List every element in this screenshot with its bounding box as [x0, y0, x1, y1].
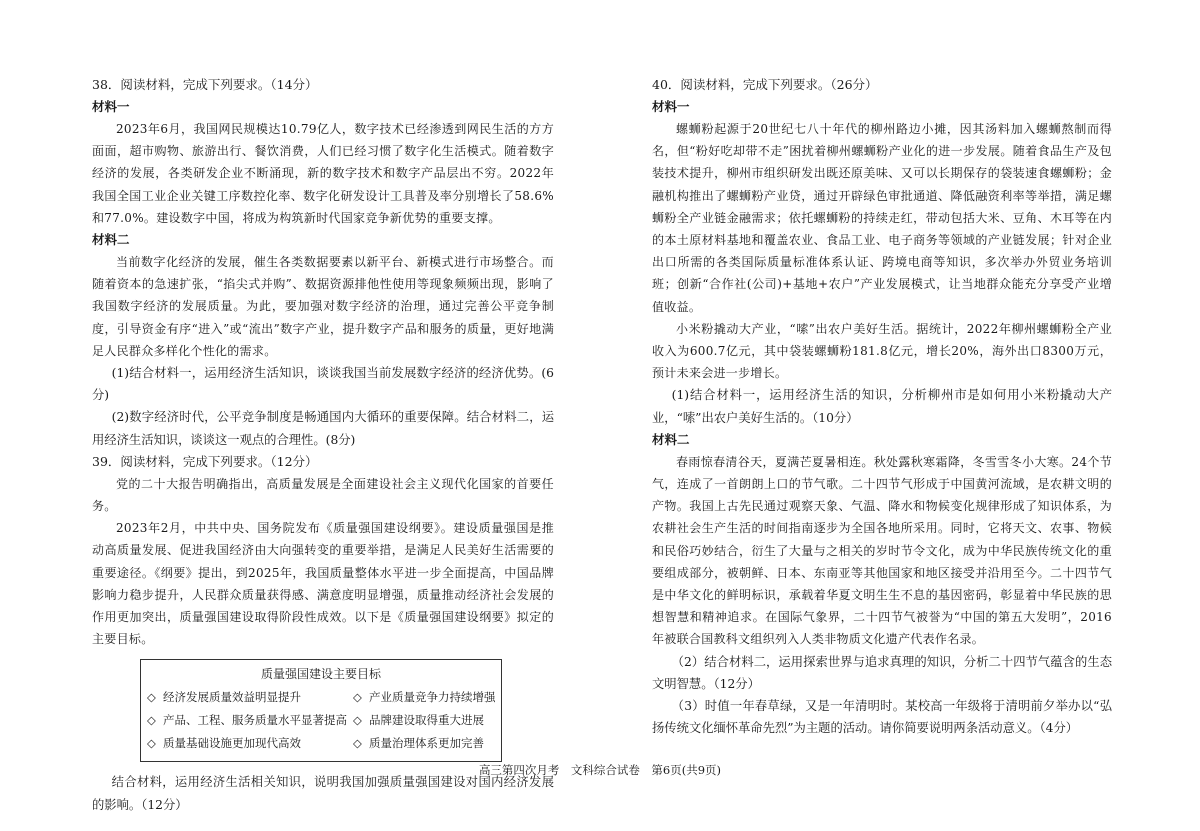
- goals-table: [140, 659, 502, 762]
- goal-item: ◇ 质量基础设施更加现代高效: [147, 732, 347, 755]
- left-column: [92, 74, 554, 816]
- q38-sub1: (1)结合材料一，运用经济生活知识，谈谈我国当前发展数字经济的经济优势。(6分): [92, 366, 554, 403]
- diamond-icon: ◇: [147, 690, 156, 705]
- q40-title: 40．阅读材料，完成下列要求。（26分）: [652, 77, 878, 92]
- q38-sub2: (2)数字经济时代，公平竞争制度是畅通国内大循环的重要保障。结合材料二，运用经济生活知识，谈谈这一观点的合理性。(8分): [92, 410, 554, 447]
- q38-material1-text: 2023年6月，我国网民规模达10.79亿人，数字技术已经渗透到网民生活的方方面面，超市购物、旅游出行、餐饮消费，人们已经习惯了数字化生活模式。随着数字经济的发展，各类研发企业不断涌现，新的数字技术和数字产品层出不穷。2022年我国全国工业企业关键工序数控化率、数字化研发设计工具普及率分别增长了58.6%和77.0%。建设数字中国，将成为构筑新时代国家竞争新优势的重要支撑。: [92, 122, 554, 225]
- diamond-icon: ◇: [353, 690, 362, 705]
- q40-material1-para1: 螺蛳粉起源于20世纪七八十年代的柳州路边小摊，因其汤料加入螺蛳熬制而得名，但“粉好吃却带不走”困扰着柳州螺蛳粉产业化的进一步发展。随着食品生产及包装技术提升，柳州市组织研发出既还原美味、又可以长期保存的袋装速食螺蛳粉；金融机构推出了螺蛳粉产业贷，通过开辟绿色审批通道、降低融资利率等举措，满足螺蛳粉全产业链金融需求；依托螺蛳粉的持续走红，带动包括大米、豆角、木耳等在内的本土原材料基地和覆盖农业、食品工业、电子商务等领域的产业链发展；针对企业出口所需的各类国际质量标准体系认证、跨境电商等知识，多次举办外贸业务培训班；创新“合作社(公司)+基地+农户”产业发展模式，让当地群众能充分享受产业增值收益。: [652, 122, 1112, 314]
- q38-material2-heading: 材料二: [92, 232, 130, 248]
- goals-grid: [147, 686, 495, 755]
- diamond-icon: ◇: [353, 736, 362, 751]
- q40-material1-heading: 材料一: [652, 99, 690, 114]
- goal-item: ◇ 经济发展质量效益明显提升: [147, 686, 347, 709]
- q39-title: 39．阅读材料，完成下列要求。（12分）: [92, 453, 318, 469]
- diamond-icon: ◇: [353, 713, 362, 728]
- q40-sub1: (1)结合材料一，运用经济生活的知识，分析柳州市是如何用小米粉撬动大产业，“嗦”出农户美好生活的。（10分）: [652, 388, 1112, 425]
- q40-sub2: （2）结合材料二，运用探索世界与追求真理的知识，分析二十四节气蕴含的生态文明智慧。（12分）: [652, 654, 1112, 691]
- q39-para2: 2023年2月，中共中央、国务院发布《质量强国建设纲要》。建设质量强国是推动高质量发展、促进我国经济由大向强转变的重要举措，是满足人民美好生活需要的重要途径。《纲要》提出，到2025年，我国质量整体水平进一步全面提高，中国品牌影响力稳步提升，人民群众质量获得感、满意度明显增强，质量推动经济社会发展的作用更加突出，质量强国建设取得阶段性成效。以下是《质量强国建设纲要》拟定的主要目标。: [92, 521, 554, 647]
- page-footer: 高三第四次月考 文科综合试卷 第6页(共9页): [478, 763, 722, 777]
- q38-title: 38．阅读材料，完成下列要求。（14分）: [92, 77, 318, 92]
- diamond-icon: ◇: [147, 736, 156, 751]
- q40-sub3: （3）时值一年春草绿，又是一年清明时。某校高一年级将于清明前夕举办以“弘扬传统文化缅怀革命先烈”为主题的活动。请你简要说明两条活动意义。（4分）: [652, 699, 1112, 736]
- q40-material2-para1: 春雨惊春清谷天，夏满芒夏暑相连。秋处露秋寒霜降，冬雪雪冬小大寒。24个节气，连成了一首朗朗上口的节气歌。二十四节气形成于中国黄河流域，是农耕文明的产物。我国上古先民通过观察天象、气温、降水和物候变化规律形成了知识体系，为农耕社会生产生活的时间指南逐步为全国各地所采用。同时，它将天文、农事、物候和民俗巧妙结合，衍生了大量与之相关的岁时节令文化，成为中华民族传统文化的重要组成部分，被朝鲜、日本、东南亚等其他国家和地区接受并沿用至今。二十四节气是中华文化的鲜明标识，承载着华夏文明生生不息的基因密码，彰显着中华民族的思想智慧和精神追求。在国际气象界，二十四节气被誉为“中国的第五大发明”，2016年被联合国教科文组织列入人类非物质文化遗产代表作名录。: [652, 454, 1112, 647]
- goal-item: ◇ 产业质量竞争力持续增强: [353, 686, 496, 709]
- q39-question: 结合材料，运用经济生活相关知识，说明我国加强质量强国建设对国内经济发展的影响。（12分）: [92, 775, 554, 812]
- right-column: [652, 74, 1112, 739]
- goal-item: ◇ 品牌建设取得重大进展: [353, 709, 496, 732]
- q40-material1-para2: 小米粉撬动大产业，“嗦”出农户美好生活。据统计，2022年柳州螺蛳粉全产业收入为600.7亿元，其中袋装螺蛳粉181.8亿元，增长20%，海外出口8300万元，预计未来会进一步增长。: [652, 321, 1112, 381]
- diamond-icon: ◇: [147, 713, 156, 728]
- goal-item: ◇ 质量治理体系更加完善: [353, 732, 496, 755]
- goal-item: ◇ 产品、工程、服务质量水平显著提高: [147, 709, 347, 732]
- q38-material2-text: 当前数字化经济的发展，催生各类数据要素以新平台、新模式进行市场整合。而随着资本的急速扩张，“掐尖式并购”、数据资源排他性使用等现象频频出现，影响了我国数字经济的发展质量。为此，要加强对数字经济的治理，通过完善公平竞争制度，引导资金有序“进入”或“流出”数字产业，提升数字产品和服务的质量，更好地满足人民群众多样化个性化的需求。: [92, 255, 554, 358]
- q40-material2-heading: 材料二: [652, 431, 690, 447]
- goals-table-title: 质量强国建设主要目标: [260, 667, 381, 682]
- q38-material1-heading: 材料一: [92, 99, 130, 114]
- q39-para1: 党的二十大报告明确指出，高质量发展是全面建设社会主义现代化国家的首要任务。: [92, 476, 554, 514]
